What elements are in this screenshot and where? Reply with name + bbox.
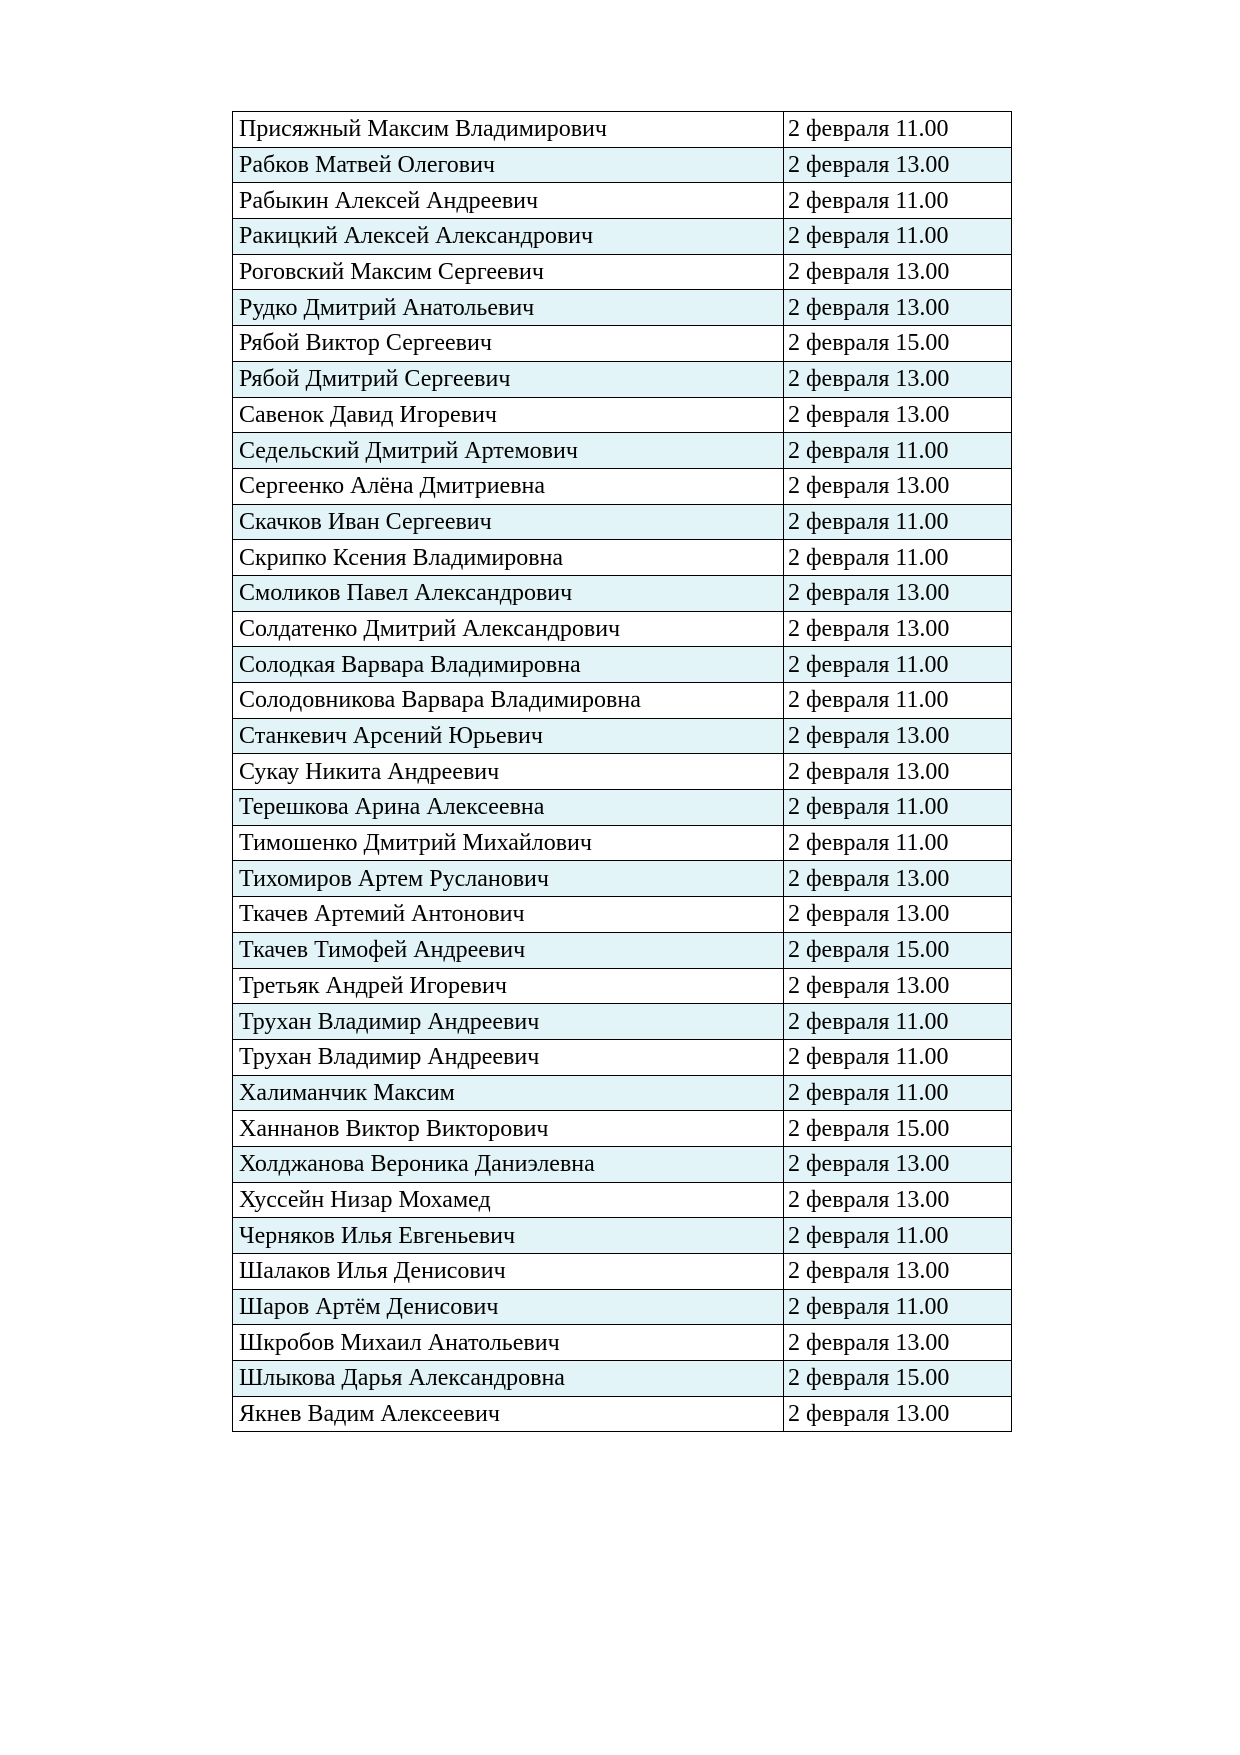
student-name-cell: Черняков Илья Евгеньевич: [233, 1218, 784, 1254]
student-name-cell: Якнев Вадим Алексеевич: [233, 1396, 784, 1432]
exam-time-cell: 2 февраля 13.00: [784, 897, 1012, 933]
student-name-cell: Присяжный Максим Владимирович: [233, 112, 784, 148]
exam-time-cell: 2 февраля 11.00: [784, 790, 1012, 826]
exam-time-cell: 2 февраля 13.00: [784, 468, 1012, 504]
student-name-cell: Седельский Дмитрий Артемович: [233, 433, 784, 469]
exam-time-cell: 2 февраля 15.00: [784, 326, 1012, 362]
student-name-cell: Тихомиров Артем Русланович: [233, 861, 784, 897]
student-name-cell: Рябой Дмитрий Сергеевич: [233, 361, 784, 397]
table-row: [233, 683, 1012, 719]
exam-time-cell: 2 февраля 11.00: [784, 825, 1012, 861]
table-row: [233, 326, 1012, 362]
exam-time-cell: 2 февраля 13.00: [784, 1325, 1012, 1361]
student-name-cell: Хуссейн Низар Мохамед: [233, 1182, 784, 1218]
table-row: [233, 112, 1012, 148]
table-row: [233, 1039, 1012, 1075]
table-row: [233, 1075, 1012, 1111]
exam-time-cell: 2 февраля 15.00: [784, 1111, 1012, 1147]
student-name-cell: Шкробов Михаил Анатольевич: [233, 1325, 784, 1361]
student-name-cell: Солдатенко Дмитрий Александрович: [233, 611, 784, 647]
exam-time-cell: 2 февраля 13.00: [784, 254, 1012, 290]
exam-time-cell: 2 февраля 11.00: [784, 683, 1012, 719]
student-name-cell: Третьяк Андрей Игоревич: [233, 968, 784, 1004]
exam-time-cell: 2 февраля 11.00: [784, 1075, 1012, 1111]
table-row: [233, 1289, 1012, 1325]
student-name-cell: Станкевич Арсений Юрьевич: [233, 718, 784, 754]
student-name-cell: Скрипко Ксения Владимировна: [233, 540, 784, 576]
student-name-cell: Халиманчик Максим: [233, 1075, 784, 1111]
exam-time-cell: 2 февраля 13.00: [784, 575, 1012, 611]
exam-time-cell: 2 февраля 11.00: [784, 112, 1012, 148]
student-name-cell: Ракицкий Алексей Александрович: [233, 219, 784, 255]
exam-time-cell: 2 февраля 13.00: [784, 968, 1012, 1004]
exam-time-cell: 2 февраля 11.00: [784, 504, 1012, 540]
table-row: [233, 968, 1012, 1004]
table-row: [233, 754, 1012, 790]
exam-time-cell: 2 февраля 13.00: [784, 718, 1012, 754]
table-row: [233, 361, 1012, 397]
table-row: [233, 861, 1012, 897]
student-name-cell: Сергеенко Алёна Дмитриевна: [233, 468, 784, 504]
exam-time-cell: 2 февраля 11.00: [784, 1218, 1012, 1254]
student-name-cell: Савенок Давид Игоревич: [233, 397, 784, 433]
table-row: [233, 575, 1012, 611]
table-row: [233, 1004, 1012, 1040]
exam-time-cell: 2 февраля 13.00: [784, 147, 1012, 183]
exam-time-cell: 2 февраля 13.00: [784, 1182, 1012, 1218]
exam-time-cell: 2 февраля 11.00: [784, 433, 1012, 469]
exam-time-cell: 2 февраля 13.00: [784, 611, 1012, 647]
student-name-cell: Холджанова Вероника Даниэлевна: [233, 1146, 784, 1182]
student-name-cell: Тимошенко Дмитрий Михайлович: [233, 825, 784, 861]
student-name-cell: Ханнанов Виктор Викторович: [233, 1111, 784, 1147]
exam-time-cell: 2 февраля 13.00: [784, 361, 1012, 397]
table-row: [233, 1111, 1012, 1147]
table-row: [233, 147, 1012, 183]
table-row: [233, 1396, 1012, 1432]
student-name-cell: Рябой Виктор Сергеевич: [233, 326, 784, 362]
table-row: [233, 290, 1012, 326]
student-name-cell: Трухан Владимир Андреевич: [233, 1004, 784, 1040]
exam-time-cell: 2 февраля 11.00: [784, 1289, 1012, 1325]
table-row: [233, 433, 1012, 469]
student-name-cell: Рудко Дмитрий Анатольевич: [233, 290, 784, 326]
exam-time-cell: 2 февраля 15.00: [784, 932, 1012, 968]
exam-time-cell: 2 февраля 15.00: [784, 1361, 1012, 1397]
table-row: [233, 790, 1012, 826]
exam-time-cell: 2 февраля 11.00: [784, 219, 1012, 255]
table-row: [233, 825, 1012, 861]
student-name-cell: Солодкая Варвара Владимировна: [233, 647, 784, 683]
student-name-cell: Сукау Никита Андреевич: [233, 754, 784, 790]
table-row: [233, 1325, 1012, 1361]
table-row: [233, 718, 1012, 754]
table-row: [233, 611, 1012, 647]
student-name-cell: Рабыкин Алексей Андреевич: [233, 183, 784, 219]
table-row: [233, 1218, 1012, 1254]
exam-time-cell: 2 февраля 13.00: [784, 1146, 1012, 1182]
student-name-cell: Шаров Артём Денисович: [233, 1289, 784, 1325]
schedule-table-body: [233, 112, 1012, 1432]
exam-time-cell: 2 февраля 13.00: [784, 1254, 1012, 1290]
table-row: [233, 183, 1012, 219]
student-name-cell: Ткачев Артемий Антонович: [233, 897, 784, 933]
table-row: [233, 468, 1012, 504]
exam-time-cell: 2 февраля 11.00: [784, 647, 1012, 683]
table-row: [233, 1361, 1012, 1397]
student-name-cell: Шалаков Илья Денисович: [233, 1254, 784, 1290]
table-row: [233, 1182, 1012, 1218]
exam-time-cell: 2 февраля 11.00: [784, 540, 1012, 576]
schedule-table: [232, 111, 1012, 1432]
exam-time-cell: 2 февраля 13.00: [784, 290, 1012, 326]
student-name-cell: Рабков Матвей Олегович: [233, 147, 784, 183]
exam-time-cell: 2 февраля 13.00: [784, 397, 1012, 433]
table-row: [233, 397, 1012, 433]
exam-time-cell: 2 февраля 13.00: [784, 754, 1012, 790]
student-name-cell: Шлыкова Дарья Александровна: [233, 1361, 784, 1397]
student-name-cell: Смоликов Павел Александрович: [233, 575, 784, 611]
exam-time-cell: 2 февраля 11.00: [784, 1039, 1012, 1075]
student-name-cell: Ткачев Тимофей Андреевич: [233, 932, 784, 968]
exam-time-cell: 2 февраля 11.00: [784, 183, 1012, 219]
table-row: [233, 1146, 1012, 1182]
student-name-cell: Скачков Иван Сергеевич: [233, 504, 784, 540]
student-name-cell: Солодовникова Варвара Владимировна: [233, 683, 784, 719]
table-row: [233, 647, 1012, 683]
exam-time-cell: 2 февраля 13.00: [784, 1396, 1012, 1432]
table-row: [233, 540, 1012, 576]
table-row: [233, 504, 1012, 540]
table-row: [233, 897, 1012, 933]
exam-time-cell: 2 февраля 11.00: [784, 1004, 1012, 1040]
table-row: [233, 254, 1012, 290]
student-name-cell: Роговский Максим Сергеевич: [233, 254, 784, 290]
student-name-cell: Трухан Владимир Андреевич: [233, 1039, 784, 1075]
table-row: [233, 219, 1012, 255]
table-row: [233, 1254, 1012, 1290]
table-row: [233, 932, 1012, 968]
exam-time-cell: 2 февраля 13.00: [784, 861, 1012, 897]
student-name-cell: Терешкова Арина Алексеевна: [233, 790, 784, 826]
